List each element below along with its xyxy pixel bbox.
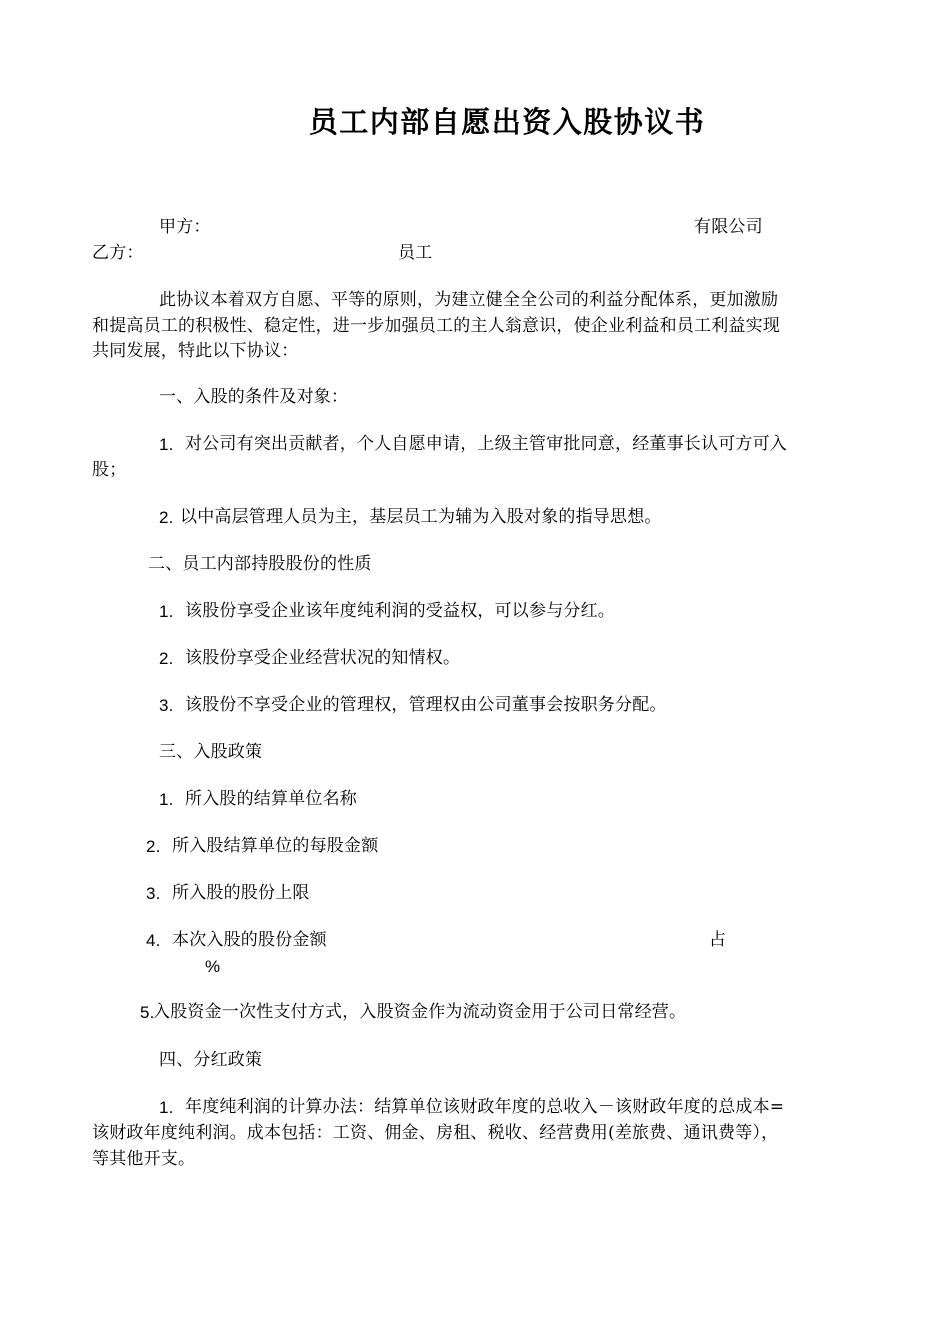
section-3-item-4: 本次入股的股份金额: [172, 930, 327, 950]
section-1-item-2-number: 2.: [159, 508, 174, 527]
section-4-item-1-line-2: 该财政年度纯利润。成本包括：工资、佣金、房租、税收、经营费用(差旅费、通讯费等），: [92, 1123, 779, 1143]
section-1-item-2: 以中高层管理人员为主，基层员工为辅为入股对象的指导思想。: [180, 507, 662, 527]
section-3-item-1-number: 1.: [159, 790, 174, 809]
section-3-item-5-number: 5.: [140, 1003, 155, 1022]
intro-line-1: 此协议本着双方自愿、平等的原则，为建立健全全公司的利益分配体系，更加激励: [159, 290, 779, 310]
section-4-title: 四、分红政策: [159, 1050, 263, 1070]
section-2-item-3: 该股份不享受企业的管理权，管理权由公司董事会按职务分配。: [185, 695, 667, 715]
section-3-item-2-number: 2.: [146, 837, 161, 856]
section-3-title: 三、入股政策: [159, 742, 263, 762]
section-2-item-3-number: 3.: [159, 696, 174, 715]
section-1-item-1-line-1: 对公司有突出贡献者，个人自愿申请，上级主管审批同意，经董事长认可方可入: [185, 434, 787, 454]
section-1-item-1-line-2: 股；: [92, 460, 127, 480]
section-4-item-1-line-1: 年度纯利润的计算办法：结算单位该财政年度的总收入－该财政年度的总成本=: [185, 1097, 785, 1117]
section-1-title: 一、入股的条件及对象：: [159, 387, 349, 407]
section-2-title: 二、员工内部持股股份的性质: [148, 554, 372, 574]
section-3-item-4-share: 占: [709, 930, 727, 950]
section-3-item-2: 所入股结算单位的每股金额: [172, 836, 379, 856]
section-3-item-3-number: 3.: [146, 884, 161, 903]
section-1-item-1-number: 1.: [159, 435, 174, 454]
section-2-item-1: 该股份享受企业该年度纯利润的受益权，可以参与分红。: [185, 601, 615, 621]
section-4-item-1-line-3: 等其他开支。: [92, 1149, 196, 1169]
section-2-item-2: 该股份享受企业经营状况的知情权。: [185, 648, 461, 668]
section-3-item-3: 所入股的股份上限: [172, 883, 310, 903]
party-b-label: 乙方：: [92, 243, 144, 263]
section-4-item-1-number: 1.: [159, 1098, 174, 1117]
section-3-item-5: 入股资金一次性支付方式，入股资金作为流动资金用于公司日常经营。: [153, 1002, 687, 1022]
section-2-item-2-number: 2.: [159, 649, 174, 668]
document-title: 员工内部自愿出资入股协议书: [308, 105, 706, 139]
section-3-item-4-percent: %: [205, 957, 221, 976]
party-a-company: 有限公司: [694, 217, 763, 237]
party-a-label: 甲方：: [159, 217, 211, 237]
section-3-item-4-number: 4.: [146, 931, 161, 950]
party-b-employee: 员工: [398, 243, 433, 263]
section-2-item-1-number: 1.: [159, 602, 174, 621]
intro-line-3: 共同发展，特此以下协议：: [92, 341, 299, 361]
intro-line-2: 和提高员工的积极性、稳定性，进一步加强员工的主人翁意识，使企业利益和员工利益实现: [92, 316, 780, 336]
section-3-item-1: 所入股的结算单位名称: [185, 789, 357, 809]
